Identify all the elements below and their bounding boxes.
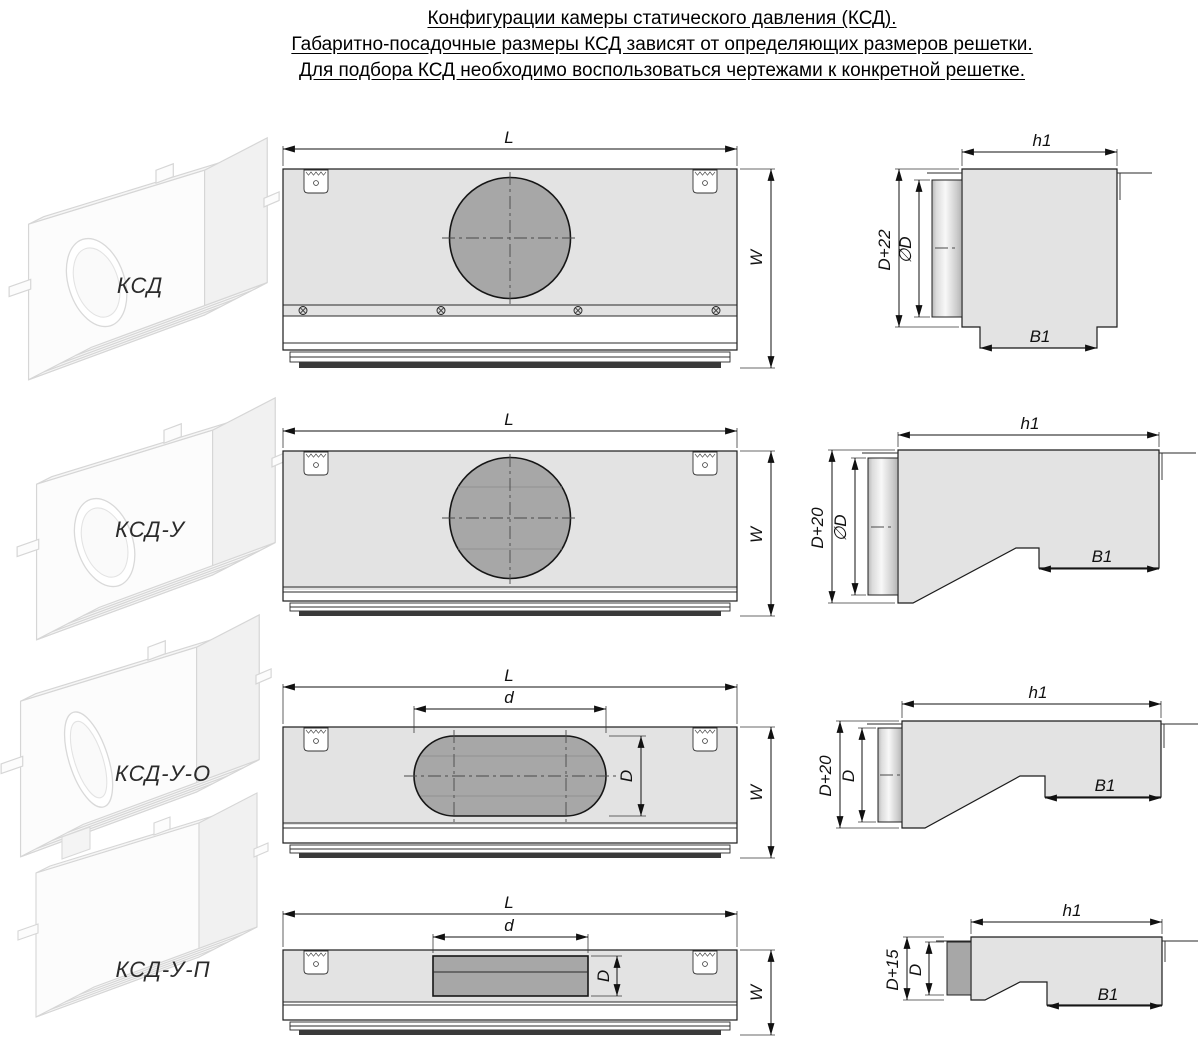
iso-box bbox=[9, 138, 279, 380]
side-body bbox=[898, 450, 1159, 603]
grille-slot-bar bbox=[299, 1030, 721, 1035]
dim-flange: B1 bbox=[1094, 776, 1116, 795]
side-duct bbox=[868, 458, 898, 595]
dim-width: W bbox=[747, 526, 766, 544]
side-view-ksd bbox=[875, 131, 1152, 348]
rect-duct-opening bbox=[433, 956, 588, 996]
dim-flange: B1 bbox=[1091, 547, 1113, 566]
side-body bbox=[971, 937, 1162, 1005]
mounting-bracket bbox=[304, 728, 328, 751]
dim-length: L bbox=[504, 666, 514, 685]
dim-depth: h1 bbox=[1020, 414, 1040, 433]
side-view-ksd-u bbox=[808, 414, 1196, 603]
side-body bbox=[962, 169, 1117, 348]
dim-length: L bbox=[504, 893, 514, 912]
side-view-ksd-u-p bbox=[883, 901, 1198, 1006]
dim-height: D+20 bbox=[808, 507, 827, 549]
dim-length: L bbox=[504, 410, 514, 429]
dim-height: D+20 bbox=[816, 755, 835, 797]
mounting-bracket bbox=[693, 728, 717, 751]
side-duct bbox=[947, 942, 971, 995]
dim-duct-length: d bbox=[504, 688, 514, 707]
row-label-ksd: КСД bbox=[116, 273, 164, 298]
dim-duct-height: D bbox=[594, 969, 613, 983]
dim-duct-height: D bbox=[617, 769, 636, 783]
dim-duct-length: d bbox=[504, 916, 514, 935]
dim-duct-diameter: ∅D bbox=[896, 236, 915, 264]
mounting-bracket bbox=[693, 951, 717, 974]
mounting-bracket bbox=[304, 452, 328, 475]
grille-slot-bar bbox=[299, 611, 721, 616]
grille-slot-bar bbox=[299, 853, 721, 858]
front-view-ksd-u-o bbox=[283, 666, 775, 858]
mounting-bracket bbox=[304, 170, 328, 193]
mounting-bracket bbox=[693, 170, 717, 193]
row-label-ksd-u-o: КСД-У-О bbox=[114, 761, 212, 786]
dim-duct-diameter: D bbox=[906, 963, 925, 977]
dim-flange: B1 bbox=[1097, 985, 1119, 1004]
dim-depth: h1 bbox=[1032, 131, 1052, 150]
dim-depth: h1 bbox=[1028, 683, 1048, 702]
row-label-ksd-u-p: КСД-У-П bbox=[115, 957, 211, 982]
front-view-ksd-u bbox=[283, 410, 775, 616]
dim-duct-diameter: D bbox=[839, 769, 858, 783]
mounting-bracket bbox=[693, 452, 717, 475]
dim-duct-diameter: ∅D bbox=[831, 514, 850, 542]
dim-height: D+15 bbox=[883, 949, 902, 991]
title-line-3: Для подбора КСД необходимо воспользоваться чертежами к конкретной решетке. bbox=[299, 60, 1025, 81]
dim-width: W bbox=[747, 984, 766, 1002]
title-line-1: Конфигурации камеры статического давления (КСД). bbox=[427, 8, 897, 29]
dim-width: W bbox=[747, 784, 766, 802]
front-view-ksd-u-p bbox=[283, 893, 775, 1035]
dim-length: L bbox=[504, 128, 514, 147]
side-body bbox=[902, 721, 1161, 828]
side-duct bbox=[932, 180, 962, 317]
dim-flange: B1 bbox=[1029, 327, 1051, 346]
title-line-2: Габаритно-посадочные размеры КСД зависят от определяющих размеров решетки. bbox=[291, 34, 1033, 55]
row-label-ksd-u: КСД-У bbox=[115, 517, 185, 542]
dim-depth: h1 bbox=[1062, 901, 1082, 920]
mounting-bracket bbox=[304, 951, 328, 974]
iso-view-ksd bbox=[9, 138, 279, 380]
dim-height: D+22 bbox=[875, 229, 894, 271]
grille-slot-bar bbox=[299, 362, 721, 368]
side-view-ksd-u-o bbox=[816, 683, 1198, 828]
front-lower-band bbox=[283, 316, 737, 350]
front-view-ksd bbox=[283, 128, 775, 368]
dim-width: W bbox=[747, 249, 766, 267]
